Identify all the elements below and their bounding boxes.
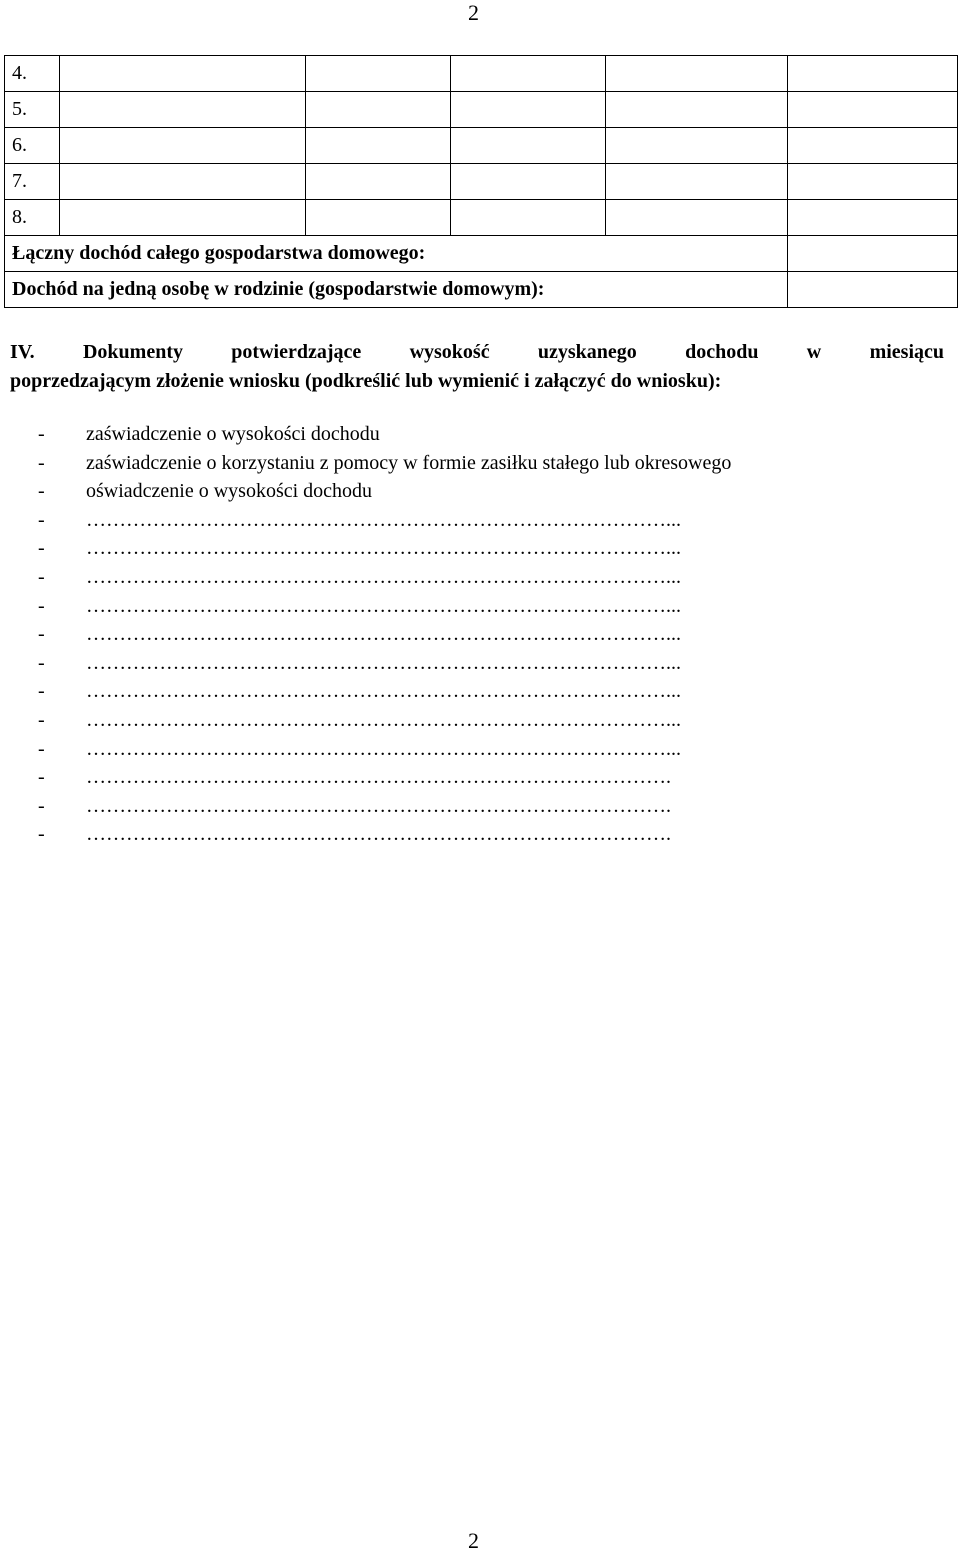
dotted-fill-line: ……………………………………………………………………………. [86, 794, 671, 817]
table-row [5, 92, 958, 128]
dotted-fill-line: ……………………………………………………………………………... [86, 537, 681, 560]
section-heading-line2: poprzedzającym złożenie wniosku (podkreślić lub wymienić i załączyć do wniosku): [10, 370, 722, 392]
row-number: 4. [5, 56, 60, 92]
blank-line-item[interactable] [12, 506, 940, 535]
total-household-label: Łączny dochód całego gospodarstwa domowego: [5, 236, 788, 272]
list-item[interactable] [12, 477, 940, 506]
per-person-label: Dochód na jedną osobę w rodzinie (gospodarstwie domowym): [5, 272, 788, 308]
bullet-dash: - [38, 565, 45, 588]
bullet-dash: - [38, 680, 45, 703]
bullet-dash: - [38, 737, 45, 760]
table-row [5, 164, 958, 200]
table-cell[interactable] [606, 56, 788, 92]
table-cell[interactable] [306, 200, 451, 236]
list-item[interactable] [12, 449, 940, 478]
bullet-dash: - [38, 594, 45, 617]
bullet-dash: - [38, 423, 45, 445]
heading-word: potwierdzające [231, 341, 362, 363]
blank-line-item[interactable] [12, 677, 940, 706]
table-cell[interactable] [451, 56, 606, 92]
table-row [5, 128, 958, 164]
table-cell[interactable] [606, 128, 788, 164]
heading-word: wysokość [409, 341, 490, 363]
row-number: 5. [5, 92, 60, 128]
blank-line-item[interactable] [12, 792, 940, 821]
table-cell[interactable] [451, 92, 606, 128]
table-cell[interactable] [451, 164, 606, 200]
income-table [4, 55, 958, 308]
bullet-dash: - [38, 623, 45, 646]
dotted-fill-line: ……………………………………………………………………………... [86, 594, 681, 617]
table-cell[interactable] [60, 200, 306, 236]
table-cell[interactable] [788, 164, 958, 200]
table-cell[interactable] [306, 92, 451, 128]
dotted-fill-line: ……………………………………………………………………………. [86, 823, 671, 846]
blank-line-item[interactable] [12, 735, 940, 764]
heading-word: miesiącu [869, 341, 944, 363]
row-number: 7. [5, 164, 60, 200]
blank-line-item[interactable] [12, 706, 940, 735]
dotted-fill-line: ……………………………………………………………………………... [86, 680, 681, 703]
total-household-row [5, 236, 958, 272]
bullet-dash: - [38, 708, 45, 731]
section-iv-heading [10, 338, 944, 396]
table-cell[interactable] [60, 56, 306, 92]
table-cell[interactable] [451, 128, 606, 164]
row-number: 8. [5, 200, 60, 236]
section-number: IV. [10, 341, 35, 363]
blank-line-item[interactable] [12, 620, 940, 649]
heading-word: w [806, 341, 822, 363]
dotted-fill-line: ……………………………………………………………………………... [86, 651, 681, 674]
per-person-row [5, 272, 958, 308]
table-cell[interactable] [60, 92, 306, 128]
table-cell[interactable] [306, 164, 451, 200]
heading-word: dochodu [685, 341, 759, 363]
table-cell[interactable] [788, 92, 958, 128]
blank-line-item[interactable] [12, 649, 940, 678]
blank-line-item[interactable] [12, 592, 940, 621]
blank-line-item[interactable] [12, 820, 940, 849]
list-item[interactable] [12, 420, 940, 449]
documents-list [12, 420, 940, 849]
document-option: oświadczenie o wysokości dochodu [86, 480, 373, 503]
table-row [5, 56, 958, 92]
per-person-value-cell[interactable] [788, 272, 958, 308]
dotted-fill-line: ……………………………………………………………………………... [86, 708, 681, 731]
document-option: zaświadczenie o wysokości dochodu [86, 423, 380, 445]
bullet-dash: - [38, 480, 45, 503]
blank-line-item[interactable] [12, 534, 940, 563]
page-number-top: 2 [468, 0, 479, 25]
document-option: zaświadczenie o korzystaniu z pomocy w formie zasiłku stałego lub okresowego [86, 451, 732, 474]
table-cell[interactable] [60, 164, 306, 200]
bullet-dash: - [38, 823, 45, 846]
dotted-fill-line: ……………………………………………………………………………... [86, 565, 681, 588]
bullet-dash: - [38, 508, 45, 531]
bullet-dash: - [38, 537, 45, 560]
table-row [5, 200, 958, 236]
dotted-fill-line: ……………………………………………………………………………... [86, 623, 681, 646]
table-cell[interactable] [606, 92, 788, 128]
table-cell[interactable] [788, 56, 958, 92]
blank-line-item[interactable] [12, 563, 940, 592]
bullet-dash: - [38, 794, 45, 817]
dotted-fill-line: ……………………………………………………………………………... [86, 737, 681, 760]
dotted-fill-line: ……………………………………………………………………………. [86, 766, 671, 789]
bullet-dash: - [38, 651, 45, 674]
bullet-dash: - [38, 766, 45, 789]
table-cell[interactable] [306, 56, 451, 92]
dotted-fill-line: ……………………………………………………………………………... [86, 508, 681, 531]
table-cell[interactable] [788, 200, 958, 236]
heading-word: uzyskanego [537, 341, 637, 363]
section-heading-line1 [10, 338, 944, 367]
row-number: 6. [5, 128, 60, 164]
table-cell[interactable] [451, 200, 606, 236]
total-household-value-cell[interactable] [788, 236, 958, 272]
bullet-dash: - [38, 451, 45, 474]
table-cell[interactable] [606, 164, 788, 200]
table-cell[interactable] [788, 128, 958, 164]
page-number-bottom: 2 [468, 1528, 479, 1553]
heading-word: Dokumenty [82, 341, 183, 363]
table-cell[interactable] [60, 128, 306, 164]
table-cell[interactable] [306, 128, 451, 164]
table-cell[interactable] [606, 200, 788, 236]
blank-line-item[interactable] [12, 763, 940, 792]
